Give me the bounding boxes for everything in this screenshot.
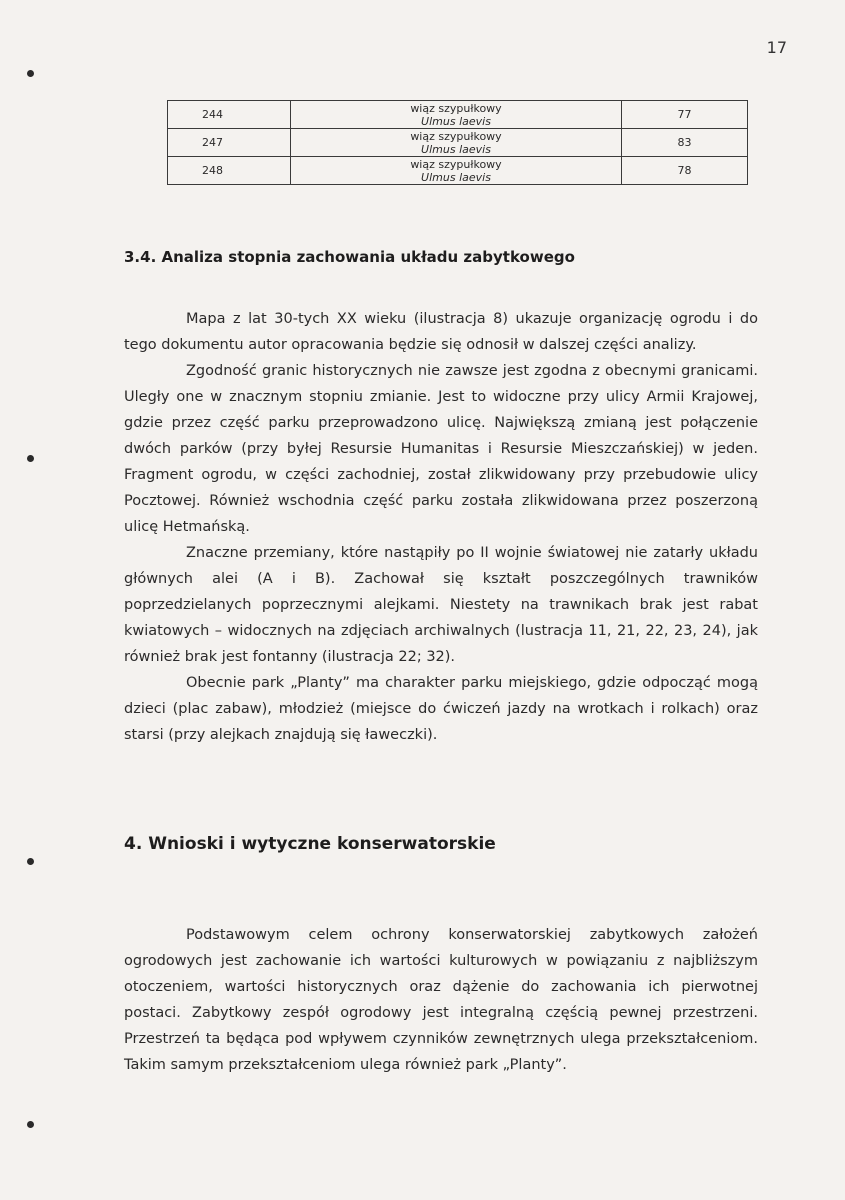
tree-value-cell: 77 [622, 101, 748, 129]
tree-species-cell [291, 129, 622, 157]
binder-hole-mark [27, 858, 34, 865]
paragraph: Zgodność granic historycznych nie zawsze jest zgodna z obecnymi granicami. Uległy one w znacznym stopniu zmianie. Jest to widoczne przy ulicy Armii Krajowej, gdzie przez część parku przeprowadzono ulicę. Największą zmianą jest połączenie dwóch parków (przy byłej Resursie Humanitas i Resursie Mieszczańskiej) w jeden. Fragment ogrodu, w części zachodniej, został zlikwidowany przy przebudowie ulicy Pocztowej. Również wschodnia część parku została zlikwidowana przez poszerzoną ulicę Hetmańską. [124, 363, 758, 535]
page-number: 17 [766, 38, 787, 57]
tree-number-cell: 244 [168, 101, 291, 129]
conclusions-body [124, 922, 758, 1078]
tree-species-cell [291, 157, 622, 185]
species-latin-name: Ulmus laevis [421, 170, 491, 184]
paragraph: Mapa z lat 30-tych XX wieku (ilustracja 8) ukazuje organizację ogrodu i do tego dokumentu autor opracowania będzie się odnosił w dalszej części analizy. [124, 311, 758, 353]
paragraph: Znaczne przemiany, które nastąpiły po II wojnie światowej nie zatarły układu głównych alei (A i B). Zachował się kształt poszczególnych trawników poprzedzielanych poprzecznymi alejkami. Niestety na trawnikach brak jest rabat kwiatowych – widocznych na zdjęciach archiwalnych (lustracja 11, 21, 22, 23, 24), jak również brak jest fontanny (ilustracja 22; 32). [124, 545, 758, 665]
paragraph: Podstawowym celem ochrony konserwatorskiej zabytkowych założeń ogrodowych jest zachowanie ich wartości kulturowych w powiązaniu z najbliższym otoczeniem, wartości historycznych oraz dążenie do zachowania ich pierwotnej postaci. Zabytkowy zespół ogrodowy jest integralną częścią pewnej przestrzeni. Przestrzeń ta będąca pod wpływem czynników zewnętrznych ulega przekształceniom. Takim samym przekształceniom ulega również park „Planty”. [124, 927, 758, 1073]
section-heading-analysis: 3.4. Analiza stopnia zachowania układu zabytkowego [124, 248, 575, 266]
species-polish-name: wiąz szypułkowy [410, 157, 502, 171]
species-latin-name: Ulmus laevis [421, 114, 491, 128]
binder-hole-mark [27, 455, 34, 462]
binder-hole-mark [27, 70, 34, 77]
tree-number-cell: 247 [168, 129, 291, 157]
table-row [168, 129, 748, 157]
binder-hole-mark [27, 1121, 34, 1128]
species-polish-name: wiąz szypułkowy [410, 101, 502, 115]
tree-value-cell: 83 [622, 129, 748, 157]
paragraph: Obecnie park „Planty” ma charakter parku miejskiego, gdzie odpocząć mogą dzieci (plac zabaw), młodzież (miejsce do ćwiczeń jazdy na wrotkach i rolkach) oraz starsi (przy alejkach znajdują się ławeczki). [124, 675, 758, 743]
species-polish-name: wiąz szypułkowy [410, 129, 502, 143]
tree-species-cell [291, 101, 622, 129]
tree-number-cell: 248 [168, 157, 291, 185]
table-row [168, 157, 748, 185]
analysis-body [124, 306, 758, 748]
tree-value-cell: 78 [622, 157, 748, 185]
tree-inventory-table [167, 100, 748, 185]
table-row [168, 101, 748, 129]
species-latin-name: Ulmus laevis [421, 142, 491, 156]
section-heading-conclusions: 4. Wnioski i wytyczne konserwatorskie [124, 834, 496, 854]
